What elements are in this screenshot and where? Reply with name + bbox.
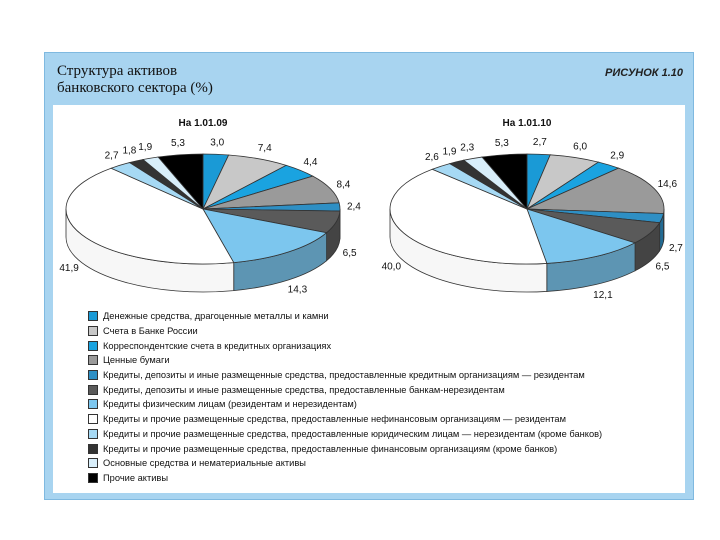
pie-value-label: 7,4 — [257, 142, 272, 154]
pie-value-label: 14,3 — [287, 284, 308, 296]
legend-item — [88, 471, 602, 486]
legend-label: Корреспондентские счета в кредитных организациях — [103, 340, 332, 351]
legend-label: Кредиты, депозиты и иные размещенные средства, предоставленные банкам-нерезидентам — [103, 384, 505, 395]
legend-swatch — [88, 414, 98, 424]
legend-swatch — [88, 355, 98, 365]
pie-value-label: 40,0 — [381, 261, 402, 273]
pie-chart-2 — [382, 118, 684, 301]
pie-value-label: 1,9 — [442, 146, 457, 158]
legend-item — [88, 309, 602, 324]
pie-value-label: 5,3 — [494, 137, 509, 149]
legend-label: Кредиты, депозиты и иные размещенные средства, предоставленные кредитным организациям — резидентам — [103, 370, 585, 381]
legend — [88, 309, 602, 485]
legend-swatch — [88, 429, 98, 439]
legend-swatch — [88, 311, 98, 321]
legend-label: Денежные средства, драгоценные металлы и камни — [103, 311, 329, 322]
legend-label: Основные средства и нематериальные активы — [103, 458, 306, 469]
pie-value-label: 1,8 — [122, 145, 137, 157]
legend-label: Прочие активы — [103, 472, 169, 483]
legend-label: Ценные бумаги — [103, 355, 170, 366]
legend-swatch — [88, 385, 98, 395]
legend-swatch — [88, 399, 98, 409]
legend-label: Кредиты физическим лицам (резидентам и нерезидентам) — [103, 399, 357, 410]
pie-value-label: 2,7 — [532, 137, 547, 149]
frame-bottom-border — [45, 493, 693, 499]
figure-title: Структура активов банковского сектора (%) — [57, 63, 213, 96]
legend-label: Кредиты и прочие размещенные средства, предоставленные юридическим лицам — нерезидентам (кроме банков) — [103, 428, 603, 439]
pie-charts — [44, 52, 692, 302]
legend-swatch — [88, 458, 98, 468]
legend-swatch — [88, 370, 98, 380]
legend-item — [88, 382, 602, 397]
pie-value-label: 2,7 — [104, 150, 119, 162]
pie-value-label: 6,5 — [342, 248, 357, 260]
legend-label: Счета в Банке России — [103, 326, 198, 337]
legend-item — [88, 427, 602, 442]
legend-label: Кредиты и прочие размещенные средства, предоставленные финансовым организациям (кроме банков) — [103, 443, 558, 454]
pie-value-label: 2,7 — [668, 243, 683, 255]
legend-swatch — [88, 326, 98, 336]
pie-value-label: 4,4 — [303, 156, 318, 168]
pie-value-label: 1,9 — [138, 142, 153, 154]
pie-value-label: 2,6 — [424, 151, 439, 163]
pie-value-label: 12,1 — [593, 289, 613, 301]
pie-value-label: 2,3 — [460, 142, 475, 154]
pie-value-label: 14,6 — [657, 179, 678, 191]
legend-label: Кредиты и прочие размещенные средства, предоставленные нефинансовым организациям — резидентам — [103, 414, 566, 425]
legend-item — [88, 397, 602, 412]
legend-swatch — [88, 473, 98, 483]
legend-item — [88, 456, 602, 471]
pie-title: На 1.01.09 — [178, 118, 228, 129]
pie-title: На 1.01.10 — [502, 118, 552, 129]
legend-swatch — [88, 341, 98, 351]
pie-value-label: 8,4 — [336, 179, 351, 191]
legend-item — [88, 338, 602, 353]
pie-value-label: 5,3 — [171, 137, 185, 149]
pie-value-label: 2,9 — [610, 150, 625, 162]
pie-value-label: 6,5 — [655, 261, 670, 273]
legend-item — [88, 368, 602, 383]
legend-item — [88, 412, 602, 427]
legend-swatch — [88, 444, 98, 454]
pie-value-label: 6,0 — [573, 141, 588, 153]
pie-value-label: 3,0 — [210, 137, 225, 149]
figure-label: РИСУНОК 1.10 — [605, 67, 683, 79]
legend-item — [88, 353, 602, 368]
pie-value-label: 2,4 — [346, 201, 361, 213]
legend-item — [88, 441, 602, 456]
pie-chart-1 — [59, 118, 361, 295]
legend-item — [88, 324, 602, 339]
pie-value-label: 41,9 — [59, 262, 79, 274]
